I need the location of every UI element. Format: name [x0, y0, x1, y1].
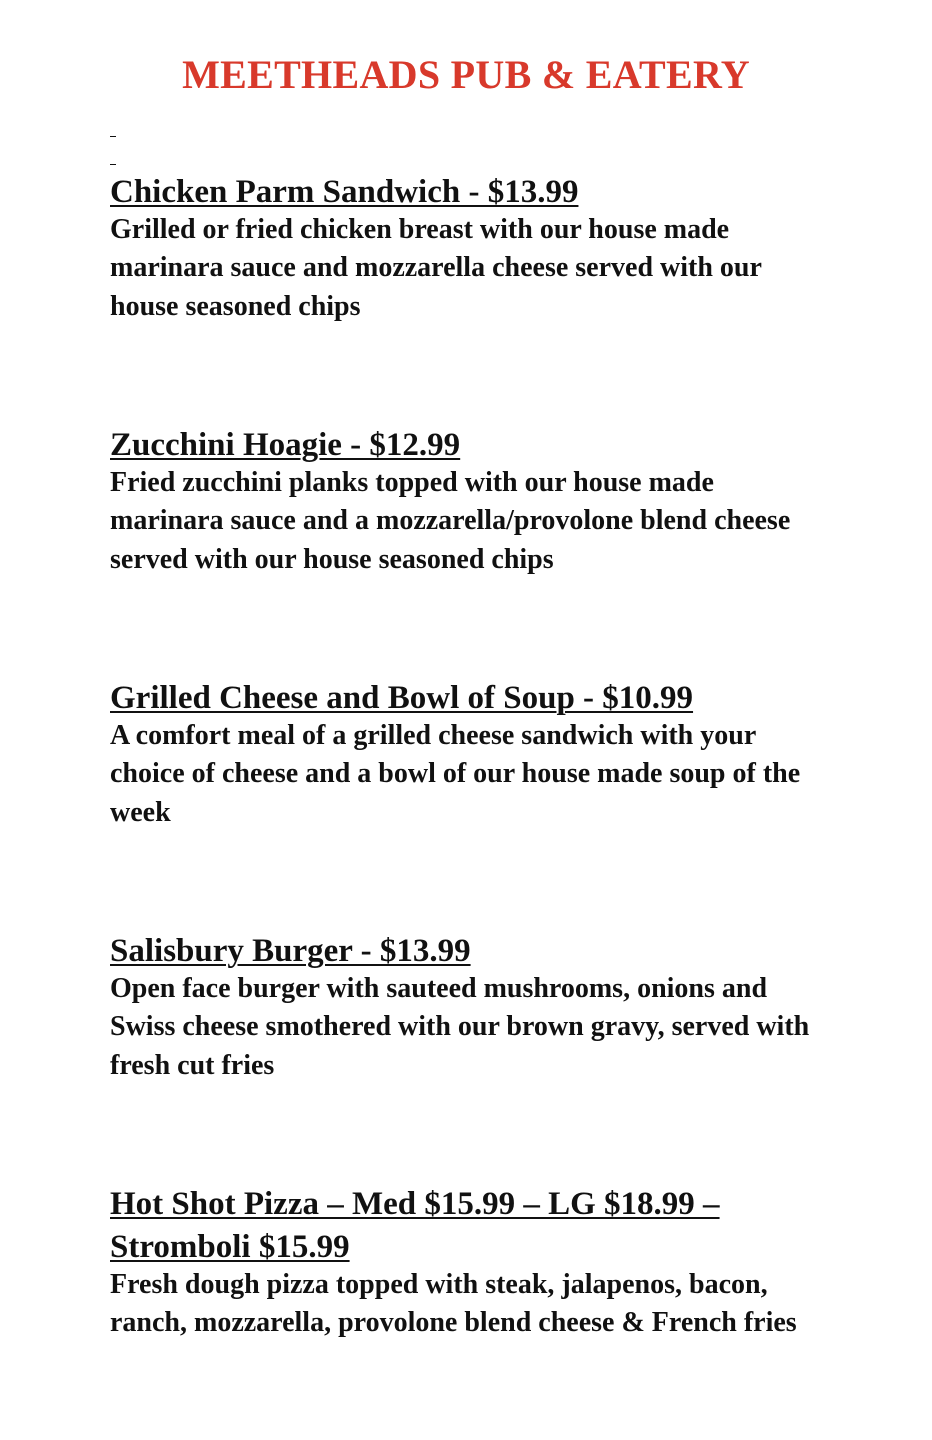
menu-item-description: Fried zucchini planks topped with our house made marinara sauce and a mozzarella/provolone blend cheese served with our house seasoned chips: [110, 467, 791, 575]
menu-item-title: Grilled Cheese and Bowl of Soup - $10.99: [110, 680, 694, 716]
menu-item-title: Zucchini Hoagie - $12.99: [110, 427, 461, 463]
menu-item-chicken-parm: [110, 171, 830, 326]
menu-item-description: Grilled or fried chicken breast with our house made marinara sauce and mozzarella cheese served with our house seasoned chips: [110, 214, 762, 322]
menu-item-title: Chicken Parm Sandwich - $13.99: [110, 174, 579, 210]
menu-item-description: Open face burger with sauteed mushrooms, onions and Swiss cheese smothered with our brown gravy, served with fresh cut fries: [110, 973, 810, 1081]
menu-item-description: A comfort meal of a grilled cheese sandwich with your choice of cheese and a bowl of our house made soup of the week: [110, 720, 801, 828]
menu-item-zucchini-hoagie: [110, 424, 830, 579]
menu-item-grilled-cheese-soup: [110, 677, 830, 832]
menu-item-title: Hot Shot Pizza – Med $15.99 – LG $18.99 – Stromboli $15.99: [110, 1186, 720, 1265]
menu-item-hot-shot-pizza: [110, 1183, 810, 1343]
empty-line-marker: [110, 164, 116, 165]
menu-item-title: Salisbury Burger - $13.99: [110, 933, 471, 969]
empty-line-marker: [110, 136, 116, 137]
menu-item-description: Fresh dough pizza topped with steak, jalapenos, bacon, ranch, mozzarella, provolone blend cheese & French fries: [110, 1269, 797, 1339]
restaurant-name: MEETHEADS PUB & EATERY: [182, 52, 750, 97]
menu-item-salisbury-burger: [110, 930, 830, 1085]
